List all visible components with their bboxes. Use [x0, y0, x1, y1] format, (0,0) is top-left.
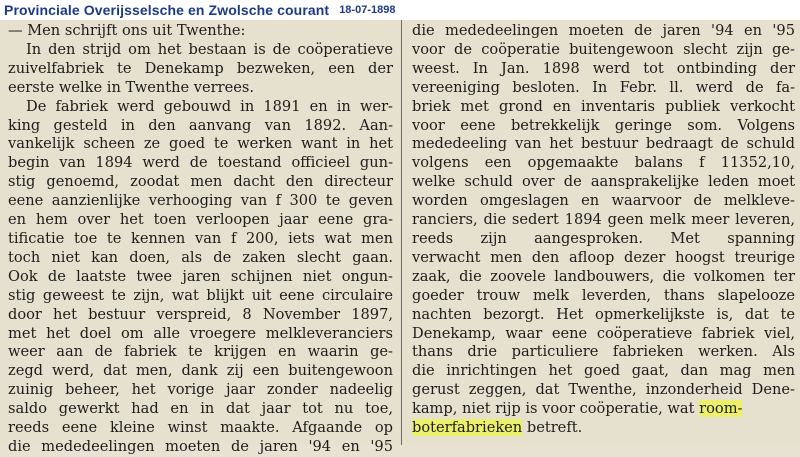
article-line: De fabriek werd gebouwd in 1891 en in wer-	[26, 97, 393, 115]
article-line: eerste welke in Twenthe verrees.	[8, 78, 255, 96]
article-line: zaak, die zoovele landbouwers, die volkomen ter	[412, 267, 795, 285]
article-line: zegd werd, dat men, dank zij een buitengewoon	[8, 362, 393, 380]
article-line	[412, 400, 795, 419]
search-highlight: room-	[699, 400, 743, 418]
article-line: die mededeelingen moeten de jaren '94 en '95	[412, 22, 795, 39]
article-column-right	[412, 22, 795, 438]
article-line-text: kamp, niet rijp is voor coöperatie, wat	[412, 400, 700, 418]
article-line: vankelijk scheen ze goed te werken want in het	[8, 135, 393, 153]
article-line: met het doel om alle vroegere melkleveranciers	[8, 324, 393, 342]
article-line: toch niet kan doen, als de zaken slecht gaan.	[8, 248, 393, 266]
publication-date: 18-07-1898	[339, 4, 396, 16]
article-line: vereeniging besloten. In Febr. ll. werd de fa-	[412, 78, 795, 96]
article-line: nachten bezorgt. Het opmerkelijkste is, dat te	[412, 305, 795, 323]
article-line: eene aanzienlijke verhooging van f 300 te geven	[8, 192, 393, 210]
article-line: goeder trouw melk leverden, thans slapelooze	[412, 286, 795, 304]
article-line: die inrichtingen het goed gaat, dan mag men	[412, 362, 795, 380]
article-line: volgens een opgemaakte balans f 11352,10,	[412, 154, 795, 172]
article-line: thans drie particuliere fabrieken werken. Als	[412, 343, 795, 361]
article-line: worden omgeslagen en waarvoor de melkleve-	[412, 192, 795, 210]
article-line	[412, 419, 795, 438]
article-line: stig geweest te zijn, wat blijkt uit eene circulaire	[8, 286, 393, 304]
article-line: Denekamp, waar eene coöperatieve fabriek viel,	[412, 324, 795, 342]
article-line: tificatie toe te kennen van f 200, iets wat men	[8, 229, 393, 247]
article-line: die mededeelingen moeten de jaren '94 en '95	[8, 437, 393, 455]
article-line: reeds zijn aangesproken. Met spanning	[412, 229, 795, 247]
article-line: begin van 1894 werd de toestand officieel gun-	[8, 154, 393, 172]
article-line: In den strijd om het bestaan is de coöperatieve	[26, 40, 393, 58]
article-line: voor eene betrekkelijk geringe som. Volgens	[412, 116, 795, 134]
article-line: verwacht men den afloop dezer hoogst treurige	[412, 248, 795, 266]
article-line: reeds eene kleine winst maakte. Afgaande op	[8, 419, 393, 437]
article-line: mededeeling van het bestuur bedraagt de schuld	[412, 135, 795, 153]
article-line: voor de coöperatie buitengewoon slecht zijn ge-	[412, 40, 795, 58]
article-line: weer aan de fabriek te krijgen en waarin ge-	[8, 343, 393, 361]
article-line: zuivelfabriek te Denekamp bezweken, een der	[8, 59, 393, 77]
article-line: welke schuld over de aansprakelijke leden moet	[412, 173, 795, 191]
article-line: briek met grond en inventaris publiek verkocht	[412, 97, 795, 115]
article-line: stig genoemd, zoodat men dacht den directeur	[8, 173, 393, 191]
article-line: ranciers, die sedert 1894 geen melk meer leveren,	[412, 211, 795, 229]
newspaper-header	[0, 0, 800, 20]
article-line: zuinig beheer, het vorige jaar zonder nadeelig	[8, 381, 393, 399]
article-line: gerust zeggen, dat Twenthe, inzonderheid Dene-	[412, 381, 795, 399]
article-line: weest. In Jan. 1898 werd tot ontbinding der	[412, 59, 795, 77]
article-line: saldo gewerkt had en in dat jaar tot nu toe,	[8, 400, 393, 418]
article-line: Ook de laatste twee jaren schijnen niet ongun-	[8, 267, 393, 285]
article-line: en hem over het toen verloopen jaar eene gra-	[8, 211, 393, 229]
article-line: door het bestuur verspreid, 8 November 1897,	[8, 305, 393, 323]
article-line-text: betreft.	[522, 419, 583, 437]
article-column-left	[8, 22, 393, 457]
newspaper-title: Provinciale Overijsselsche en Zwolsche courant	[4, 2, 330, 18]
column-divider	[401, 20, 402, 445]
search-highlight: boterfabrieken	[412, 419, 523, 437]
article-line: — Men schrijft ons uit Twenthe:	[8, 22, 246, 39]
article-line: king gesteld in den aanvang van 1892. Aan-	[8, 116, 393, 134]
